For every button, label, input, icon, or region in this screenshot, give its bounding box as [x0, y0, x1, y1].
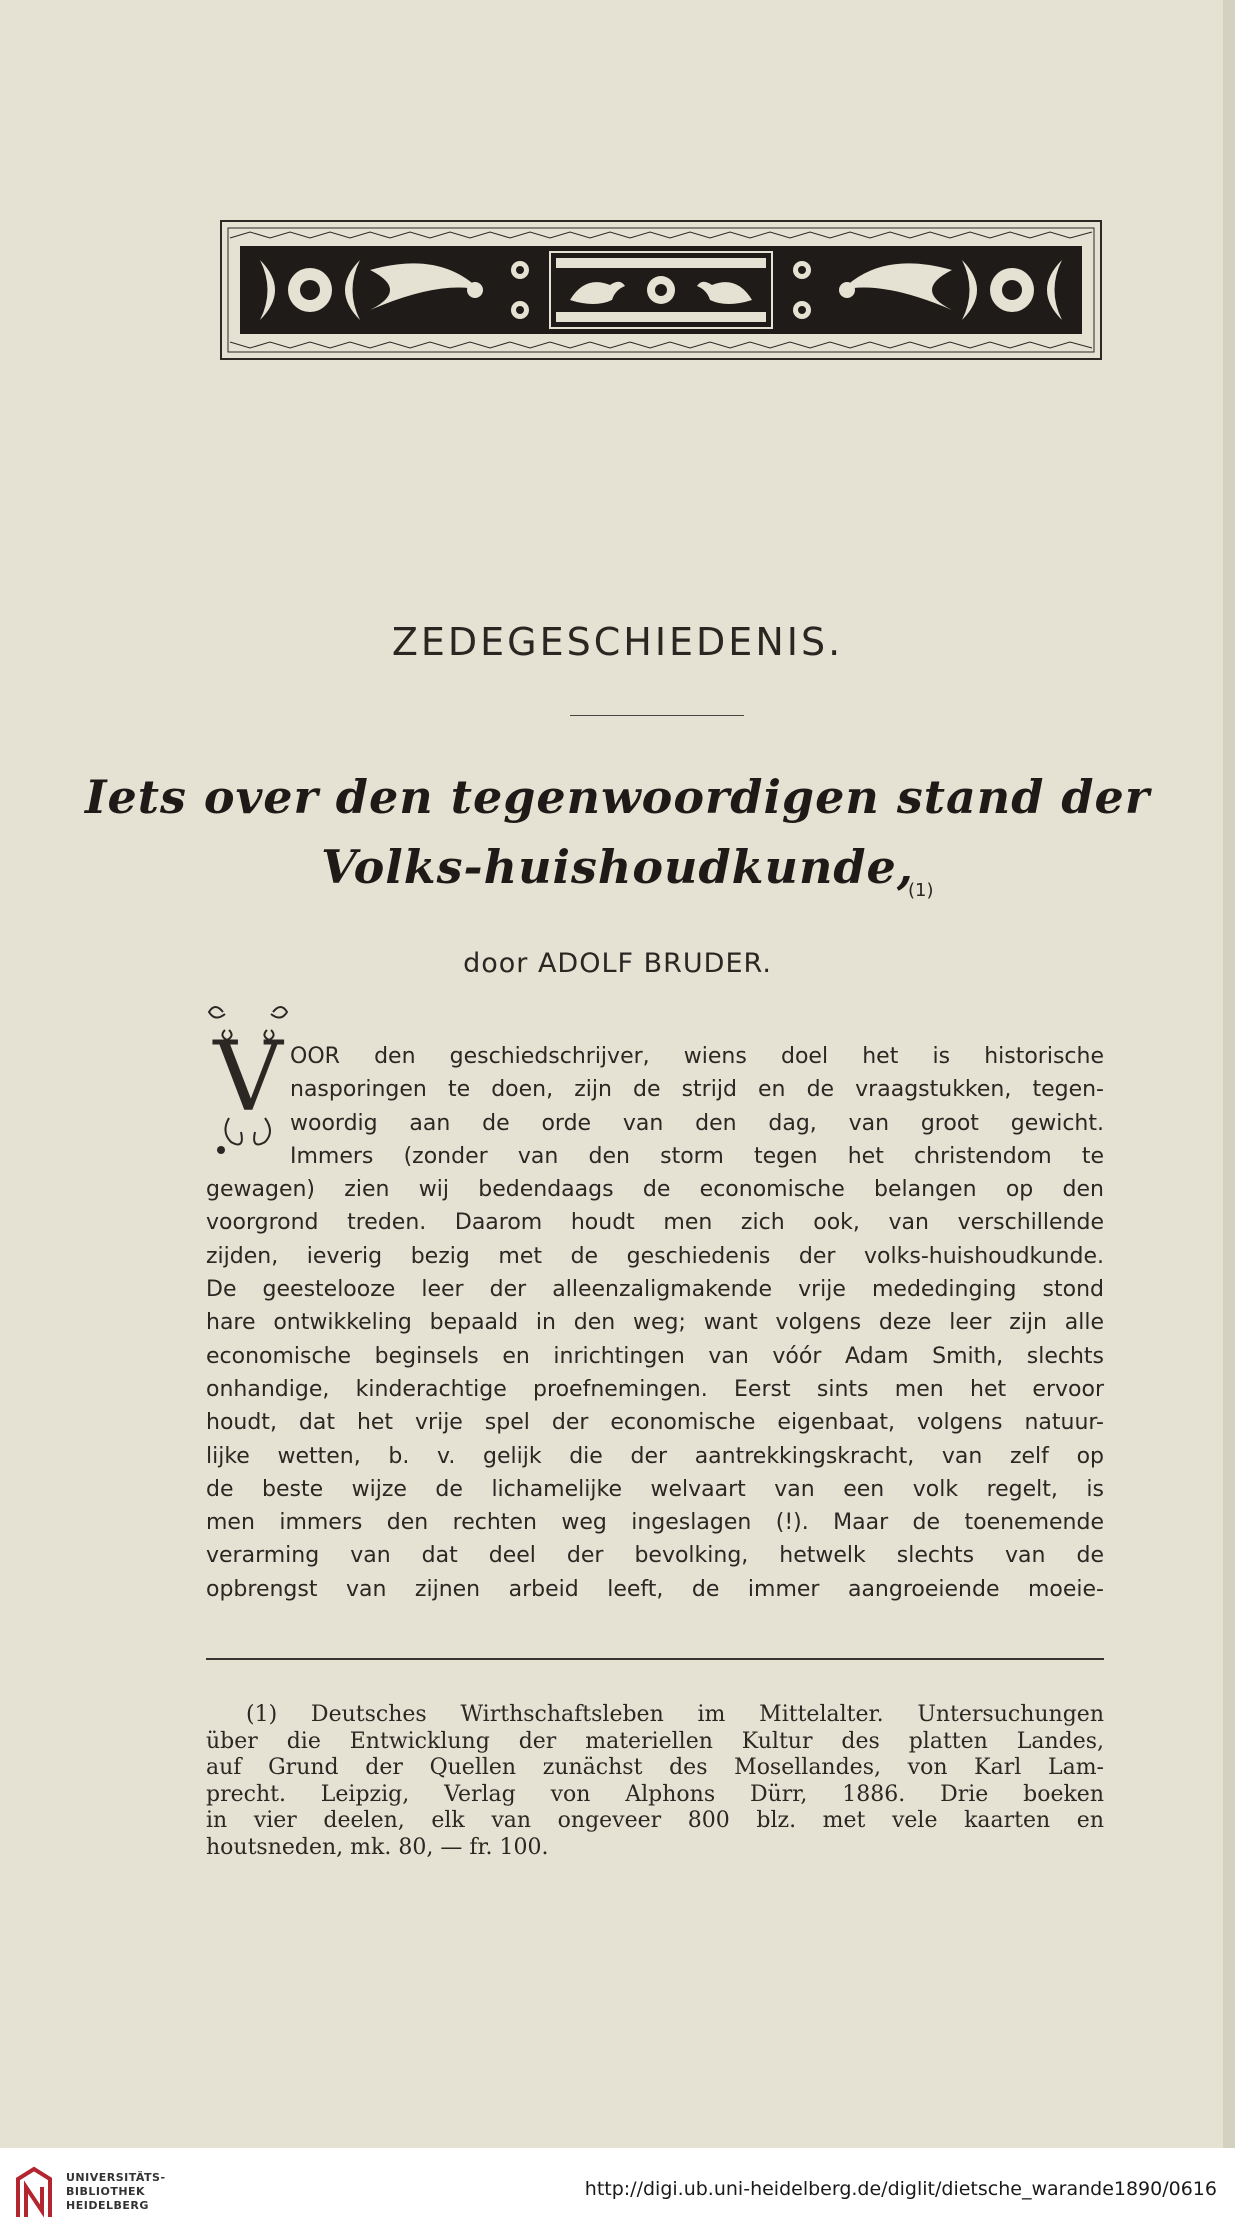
article-title-line-1: Iets over den tegenwoordigen stand der	[84, 770, 1151, 824]
body-line: gewagen) zien wij bedendaags de economische belangen op den	[206, 1177, 1104, 1203]
body-line: verarming van dat deel der bevolking, hetwelk slechts van de	[206, 1543, 1104, 1569]
body-line: voorgrond treden. Daarom houdt men zich ook, van verschillende	[206, 1210, 1104, 1236]
footnote-line: in vier deelen, elk van ongeveer 800 blz. met vele kaarten en	[206, 1808, 1104, 1833]
footnote-line: houtsneden, mk. 80, — fr. 100.	[206, 1834, 549, 1860]
article-title-line-2: Volks-huishoudkunde,	[321, 840, 914, 894]
library-name-line-1: UNIVERSITÄTS-	[66, 2171, 166, 2184]
ornamental-header-band	[220, 220, 1102, 360]
footnote-marker: (1)	[908, 880, 934, 901]
footnote-line: auf Grund der Quellen zunächst des Mosellandes, von Karl Lam-	[206, 1755, 1104, 1780]
body-line: hare ontwikkeling bepaald in den weg; want volgens deze leer zijn alle	[206, 1310, 1104, 1336]
body-line: De geestelooze leer der alleenzaligmakende vrije mededinging stond	[206, 1277, 1104, 1303]
body-line: Immers (zonder van den storm tegen het christendom te	[290, 1143, 1104, 1169]
body-line: onhandige, kinderachtige proefnemingen. Eerst sints men het ervoor	[206, 1376, 1104, 1402]
body-line: de beste wijze de lichamelijke welvaart van een volk regelt, is	[206, 1476, 1104, 1502]
author-line: door ADOLF BRUDER.	[463, 948, 772, 979]
body-paragraph	[206, 1040, 1104, 1606]
source-url-link[interactable]: http://digi.ub.uni-heidelberg.de/diglit/dietsche_warande1890/0616	[584, 2178, 1217, 2200]
body-line: woordig aan de orde van den dag, van groot gewicht.	[290, 1110, 1104, 1136]
library-name-line-3: HEIDELBERG	[66, 2199, 149, 2212]
body-line: zijden, ieverig bezig met de geschiedenis der volks-huishoudkunde.	[206, 1243, 1104, 1269]
library-name	[66, 2171, 166, 2213]
library-name-line-2: BIBLIOTHEK	[66, 2185, 146, 2198]
footnote	[206, 1702, 1104, 1861]
body-line: opbrengst van zijnen arbeid leeft, de immer aangroeiende moeie-	[206, 1576, 1104, 1602]
body-line: OOR den geschiedschrijver, wiens doel het is historische	[290, 1044, 1104, 1069]
footnote-divider	[206, 1658, 1104, 1660]
footnote-line: über die Entwicklung der materiellen Kultur des platten Landes,	[206, 1728, 1104, 1754]
body-line: men immers den rechten weg ingeslagen (!). Maar de toenemende	[206, 1510, 1104, 1536]
body-line: economische beginsels en inrichtingen van vóór Adam Smith, slechts	[206, 1343, 1104, 1369]
body-line: houdt, dat het vrije spel der economische eigenbaat, volgens natuur-	[206, 1410, 1104, 1436]
footnote-line: (1) Deutsches Wirthschaftsleben im Mittelalter. Untersuchungen	[246, 1702, 1104, 1727]
body-line: lijke wetten, b. v. gelijk die der aantrekkingskracht, van zelf op	[206, 1443, 1104, 1469]
footnote-line: precht. Leipzig, Verlag von Alphons Dürr, 1886. Drie boeken	[206, 1781, 1104, 1807]
section-title: ZEDEGESCHIEDENIS.	[391, 620, 844, 664]
university-library-logo-icon	[14, 2165, 54, 2221]
title-divider	[570, 715, 744, 716]
body-line: nasporingen te doen, zijn de strijd en de vraagstukken, tegen-	[290, 1077, 1104, 1103]
drop-cap-letter: V	[213, 1021, 283, 1133]
